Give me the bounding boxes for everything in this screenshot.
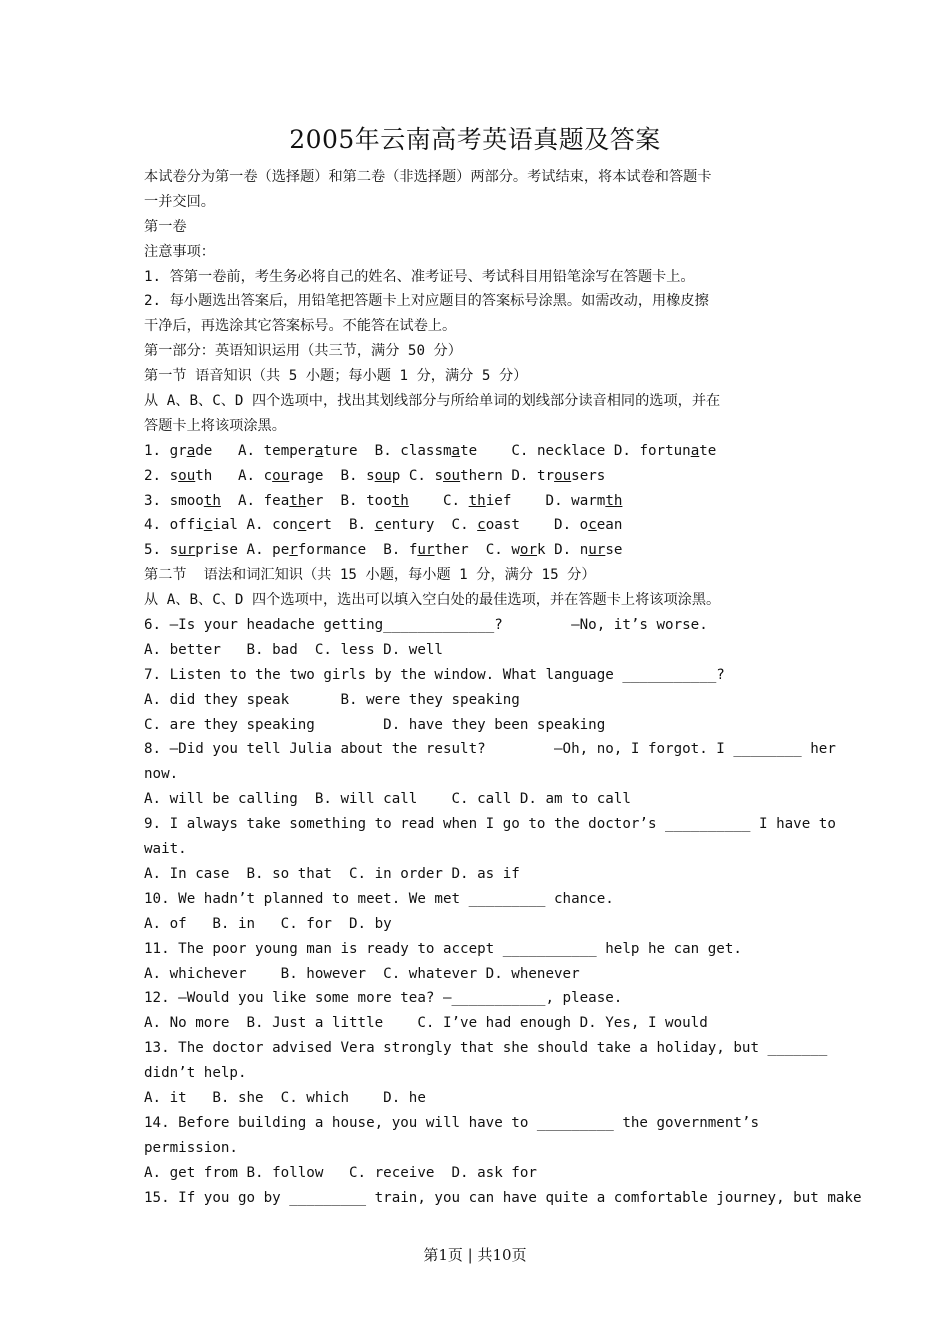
spacer — [212, 443, 238, 459]
question-line: 14. Before building a house, you will have to _________ the government’s — [144, 1114, 759, 1131]
text-run: ture B. classm — [323, 442, 452, 459]
underlined-letters: th — [605, 492, 623, 509]
question-line: now. — [144, 766, 179, 783]
question-line: permission. — [144, 1139, 238, 1156]
intro-line: 本试卷分为第一卷（选择题）和第二卷（非选择题）两部分。考试结束，将本试卷和答题卡 — [144, 169, 712, 185]
intro-line: 2. 每小题选出答案后，用铅笔把答题卡上对应题目的答案标号涂黑。如需改动，用橡皮擦 — [144, 293, 709, 310]
text-run: te C. necklace D. fortun — [460, 442, 691, 459]
question-line: didn’t help. — [144, 1065, 247, 1082]
text-run: se — [605, 542, 623, 559]
text-run: offi — [169, 517, 204, 534]
text-run: te — [699, 442, 717, 459]
underlined-letters: ou — [272, 467, 290, 484]
question-line: A. of B. in C. for D. by — [144, 915, 392, 932]
text-run: smoo — [169, 492, 204, 509]
text-run: A. pe — [246, 542, 290, 559]
underlined-letters: ur — [588, 542, 606, 559]
text-run: th — [195, 467, 213, 484]
section-line: 从 A、B、C、D 四个选项中，选出可以填入空白处的最佳选项，并在答题卡上将该项涂黑。 — [144, 592, 721, 609]
text-run: entury C. — [383, 517, 478, 534]
underlined-letters: a — [451, 442, 461, 459]
text-run: prise — [195, 542, 238, 559]
intro-line: 答题卡上将该项涂黑。 — [144, 417, 286, 434]
spacer — [238, 542, 247, 558]
intro-line: 第一卷 — [144, 218, 187, 235]
spacer — [238, 517, 247, 533]
underlined-letters: or — [519, 542, 537, 559]
question-line: A. whichever B. however C. whatever D. whenever — [144, 965, 580, 982]
underlined-letters: ur — [178, 542, 196, 559]
question-line: A. did they speak B. were they speaking — [144, 691, 520, 708]
underlined-letters: ou — [178, 467, 196, 484]
text-run: rage B. s — [289, 467, 375, 484]
spacer — [212, 468, 238, 484]
text-run: oast D. o — [485, 517, 589, 534]
underlined-letters: a — [186, 442, 196, 459]
phonetics-section — [144, 439, 854, 563]
question-line: A. will be calling B. will call C. call D. am to call — [144, 791, 631, 808]
section-line: 第二节 语法和词汇知识（共 15 小题，每小题 1 分，满分 15 分） — [144, 567, 596, 584]
underlined-letters: ur — [417, 542, 435, 559]
text-run: ther C. w — [434, 542, 520, 559]
text-run: 1. — [144, 442, 170, 459]
text-run: 3. — [144, 492, 170, 509]
question-line: 10. We hadn’t planned to meet. We met _________ chance. — [144, 890, 614, 907]
text-run: k D. n — [537, 542, 589, 559]
underlined-letters: th — [468, 492, 486, 509]
question-line: 13. The doctor advised Vera strongly that she should take a holiday, but _______ — [144, 1040, 828, 1057]
grammar-questions — [144, 613, 862, 1210]
page-footer: 第1页 | 共10页 — [423, 1246, 527, 1264]
text-run: A. fea — [237, 492, 290, 509]
text-run: ial — [212, 517, 238, 534]
page-title: 2005年云南高考英语真题及答案 — [289, 125, 661, 154]
phonetics-question — [144, 439, 854, 464]
question-line: 11. The poor young man is ready to accept ___________ help he can get. — [144, 940, 742, 957]
phonetics-question — [144, 489, 854, 514]
question-line: C. are they speaking D. have they been speaking — [144, 716, 606, 733]
question-line: wait. — [144, 841, 187, 858]
section-two-header — [144, 563, 854, 613]
underlined-letters: a — [314, 442, 324, 459]
text-run: s — [169, 467, 179, 484]
text-run: ean — [596, 517, 623, 534]
text-run: ert B. — [306, 517, 375, 534]
intro-section — [144, 165, 854, 439]
question-line: 9. I always take something to read when I go to the doctor’s __________ I have to — [144, 816, 836, 833]
phonetics-question — [144, 513, 854, 538]
underlined-letters: th — [391, 492, 409, 509]
text-run: gr — [169, 442, 187, 459]
question-line: 7. Listen to the two girls by the window. What language ___________? — [144, 666, 725, 683]
text-run: A. temper — [237, 442, 315, 459]
question-line: A. better B. bad C. less D. well — [144, 641, 443, 658]
intro-line: 从 A、B、C、D 四个选项中，找出其划线部分与所给单词的划线部分读音相同的选项，并在 — [144, 393, 721, 410]
text-run: 5. — [144, 542, 170, 559]
text-run: de — [195, 442, 213, 459]
intro-line: 注意事项： — [144, 243, 215, 260]
underlined-letters: c — [374, 517, 384, 534]
underlined-letters: c — [588, 517, 597, 534]
text-run: p C. s — [391, 467, 444, 484]
text-run: formance B. f — [297, 542, 418, 559]
underlined-letters: th — [289, 492, 307, 509]
text-run: sers — [571, 467, 606, 484]
underlined-letters: ou — [443, 467, 461, 484]
text-run: ief D. warm — [485, 492, 606, 509]
intro-line: 1. 答第一卷前，考生务必将自己的姓名、准考证号、考试科目用铅笔涂写在答题卡上。 — [144, 268, 695, 285]
text-run: er B. too — [306, 492, 392, 509]
question-line: A. it B. she C. which D. he — [144, 1089, 426, 1106]
spacer — [221, 493, 238, 509]
underlined-letters: th — [203, 492, 221, 509]
text-run: s — [169, 542, 179, 559]
question-line: 6. —Is your headache getting_____________? —No, it’s worse. — [144, 617, 708, 634]
question-line: A. No more B. Just a little C. I’ve had enough D. Yes, I would — [144, 1015, 708, 1032]
question-line: 15. If you go by _________ train, you can have quite a comfortable journey, but make — [144, 1189, 862, 1206]
text-run: 2. — [144, 467, 170, 484]
question-line: A. get from B. follow C. receive D. ask for — [144, 1164, 537, 1181]
text-run: A. con — [246, 517, 298, 534]
text-run: thern D. tr — [460, 467, 555, 484]
intro-line: 一并交回。 — [144, 193, 215, 210]
text-run: 4. — [144, 517, 170, 534]
intro-line: 第一节 语音知识（共 5 小题；每小题 1 分，满分 5 分） — [144, 368, 528, 385]
question-line: 12. —Would you like some more tea? —___________, please. — [144, 990, 623, 1007]
phonetics-question — [144, 464, 854, 489]
underlined-letters: c — [297, 517, 307, 534]
intro-line: 第一部分：英语知识运用（共三节，满分 50 分） — [144, 343, 462, 360]
text-run: A. c — [237, 467, 273, 484]
question-line: 8. —Did you tell Julia about the result? —Oh, no, I forgot. I ________ her — [144, 741, 836, 758]
document-body — [144, 165, 862, 1210]
underlined-letters: ou — [554, 467, 572, 484]
underlined-letters: c — [203, 517, 213, 534]
underlined-letters: ou — [374, 467, 392, 484]
underlined-letters: a — [690, 442, 700, 459]
underlined-letters: r — [289, 542, 298, 559]
text-run: C. — [408, 492, 469, 509]
phonetics-question — [144, 538, 854, 563]
underlined-letters: c — [477, 517, 486, 534]
intro-line: 干净后，再选涂其它答案标号。不能答在试卷上。 — [144, 318, 457, 335]
question-line: A. In case B. so that C. in order D. as if — [144, 865, 520, 882]
